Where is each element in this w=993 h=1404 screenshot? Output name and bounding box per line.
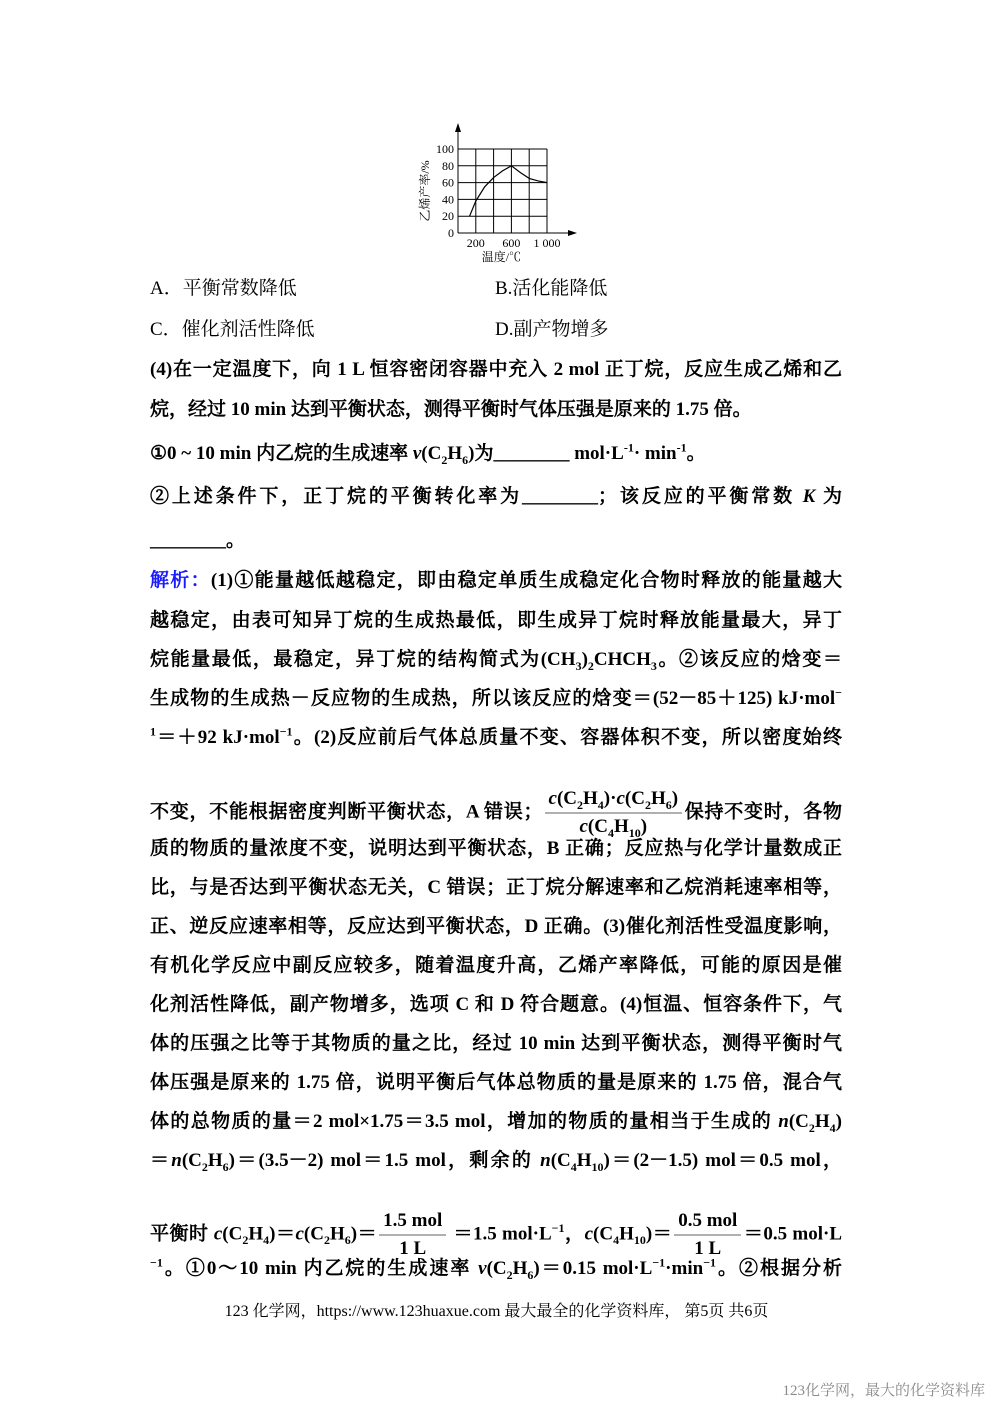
text-run: 0.5 mol bbox=[678, 1210, 738, 1231]
text-run: (C bbox=[222, 1223, 243, 1245]
subscript: 6 bbox=[344, 1233, 351, 1248]
text-run: ·min bbox=[665, 1258, 704, 1279]
y-tick-label: 0 bbox=[448, 226, 454, 240]
text-run: )＝(2－1.5) mol＝0.5 mol， bbox=[603, 1150, 842, 1171]
y-tick-label: 60 bbox=[442, 175, 454, 190]
subscript: 2 bbox=[577, 797, 583, 812]
text-run: H bbox=[512, 1258, 528, 1279]
text-run: 。②根据分析 bbox=[716, 1258, 842, 1279]
text-run: )为________ mol·L bbox=[468, 443, 624, 464]
text-run: H bbox=[576, 1150, 592, 1171]
solution-line bbox=[150, 609, 842, 633]
superscript: -1 bbox=[623, 440, 634, 455]
subscript: 2 bbox=[323, 1233, 330, 1248]
text-run: )＝ bbox=[269, 1223, 296, 1245]
text-run: H bbox=[650, 788, 666, 809]
text-run: 烷能量最低，最稳定，异丁烷的结构简式为(CH bbox=[150, 649, 576, 670]
y-tick-label: 20 bbox=[442, 209, 454, 224]
subscript: 10 bbox=[633, 1233, 646, 1248]
y-tick-label: 80 bbox=[442, 158, 454, 173]
superscript: -1 bbox=[676, 440, 687, 455]
solution-line bbox=[150, 876, 842, 900]
subscript: 3 bbox=[650, 658, 657, 673]
text-run: 。②该反应的焓变＝ bbox=[656, 649, 842, 670]
subscript: 2 bbox=[242, 1233, 249, 1248]
text-run: )＝ bbox=[645, 1223, 673, 1245]
x-tick-label: 600 bbox=[502, 236, 521, 250]
subscript: 2 bbox=[808, 1120, 815, 1135]
text-run: ＝0.5 mol·L bbox=[743, 1223, 842, 1245]
option-d: D.副产物增多 bbox=[495, 319, 609, 340]
superscript: −1 bbox=[150, 1255, 163, 1270]
solution-line bbox=[150, 1257, 842, 1281]
italic-variable: c bbox=[295, 1223, 304, 1245]
text-run: )· bbox=[603, 788, 617, 809]
text-run: (4)在一定温度下，向 1 L 恒容密闭容器中充入 2 mol 正丁烷，反应生成乙烯和乙 bbox=[150, 359, 842, 380]
text-run: 体的压强之比等于其物质的量之比，经过 10 min 达到平衡状态，测得平衡时气 bbox=[150, 1033, 842, 1054]
text-run: )＝ bbox=[350, 1223, 378, 1245]
solution-line bbox=[150, 1110, 842, 1134]
italic-variable: v bbox=[412, 443, 422, 464]
subscript: 10 bbox=[628, 825, 641, 840]
text-run: 有机化学反应中副反应较多，随着温度升高，乙烯产率降低，可能的原因是催 bbox=[150, 955, 842, 976]
text-run: ) bbox=[671, 788, 679, 809]
subscript: 4 bbox=[829, 1120, 836, 1135]
text-run: (C bbox=[788, 1111, 809, 1132]
subscript: 6 bbox=[665, 797, 672, 812]
question-line bbox=[150, 358, 842, 382]
italic-variable: v bbox=[478, 1258, 487, 1279]
text-run: H bbox=[619, 1223, 634, 1245]
text-run: 化剂活性降低，副产物增多，选项 C 和 D 符合题意。(4)恒温、恒容条件下，气 bbox=[150, 994, 842, 1015]
solution-line bbox=[150, 786, 842, 840]
x-tick-label: 1 000 bbox=[533, 236, 561, 250]
text-run: (C bbox=[556, 788, 577, 809]
solution-line bbox=[150, 915, 842, 939]
italic-variable: n bbox=[171, 1150, 182, 1171]
text-run: H bbox=[583, 788, 598, 809]
subscript: 4 bbox=[613, 1233, 620, 1248]
superscript: 1 bbox=[150, 724, 156, 739]
question-line bbox=[150, 485, 842, 509]
text-run: 正、逆反应速率相等，反应达到平衡状态，D 正确。(3)催化剂活性受温度影响， bbox=[150, 916, 842, 937]
text-run: 不变，不能根据密度判断平衡状态，A 错误； bbox=[150, 801, 543, 823]
question-line bbox=[150, 398, 842, 422]
italic-variable: n bbox=[540, 1150, 551, 1171]
text-run: (C bbox=[587, 816, 608, 837]
text-run: 平衡时 bbox=[150, 1223, 214, 1245]
superscript: − bbox=[835, 685, 842, 700]
fraction-numerator bbox=[545, 786, 683, 814]
text-run: H bbox=[447, 443, 463, 464]
text-run: ＝＋92 kJ·mol bbox=[156, 727, 280, 748]
text-run: 1 L bbox=[694, 1238, 722, 1259]
fraction bbox=[674, 1208, 741, 1262]
text-run: ①0 ~ 10 min 内乙烷的生成速率 bbox=[150, 443, 413, 464]
italic-variable: c bbox=[616, 788, 625, 809]
text-run: ， bbox=[564, 1223, 585, 1245]
fraction bbox=[379, 1208, 446, 1262]
y-axis-label: 乙烯产率/% bbox=[418, 160, 432, 222]
ethylene-yield-chart bbox=[410, 118, 590, 268]
text-run: 保持不变时，各物 bbox=[684, 801, 842, 823]
solution-line bbox=[150, 954, 842, 978]
fraction-numerator bbox=[674, 1208, 741, 1236]
italic-variable: K bbox=[802, 486, 816, 507]
text-run: ＝ bbox=[150, 1150, 172, 1171]
text-run: (C bbox=[303, 1223, 324, 1245]
italic-variable: n bbox=[778, 1111, 789, 1132]
x-tick-label: 200 bbox=[466, 236, 485, 250]
text-run: (C bbox=[550, 1150, 571, 1171]
text-run: 生成物的生成热－反应物的生成热，所以该反应的焓变＝(52－85＋125) kJ·mol bbox=[150, 688, 836, 709]
watermark: 123化学网，最大的化学资料库 bbox=[782, 1383, 985, 1399]
text-run: )＝0.15 mol·L bbox=[533, 1258, 653, 1279]
superscript: −1 bbox=[703, 1255, 717, 1270]
text-run: )＝(3.5－2) mol＝1.5 mol，剩余的 bbox=[228, 1150, 541, 1171]
subscript: 2 bbox=[644, 797, 651, 812]
subscript: 4 bbox=[263, 1233, 270, 1248]
text-run: H bbox=[814, 1111, 830, 1132]
subscript: 6 bbox=[222, 1159, 229, 1174]
text-run: ＝1.5 mol·L bbox=[448, 1223, 552, 1245]
analysis-label: 解析： bbox=[150, 570, 211, 591]
solution-line bbox=[150, 1149, 842, 1173]
superscript: −1 bbox=[652, 1255, 666, 1270]
x-axis-label: 温度/℃ bbox=[481, 250, 522, 264]
subscript: 6 bbox=[527, 1267, 534, 1282]
question-line bbox=[150, 442, 842, 466]
text-run: H bbox=[329, 1223, 345, 1245]
solution-line bbox=[150, 726, 842, 750]
solution-line bbox=[150, 993, 842, 1017]
solution-line bbox=[150, 1071, 842, 1095]
text-run: 质的物质的量浓度不变，说明达到平衡状态，B 正确；反应热与化学计量数成正 bbox=[150, 838, 842, 859]
text-run: 比，与是否达到平衡状态无关，C 错误；正丁烷分解速率和乙烷消耗速率相等， bbox=[150, 877, 842, 898]
subscript: 4 bbox=[570, 1159, 577, 1174]
y-tick-label: 100 bbox=[436, 142, 454, 156]
subscript: 3 bbox=[575, 658, 582, 673]
fraction bbox=[545, 786, 683, 840]
y-tick-label: 40 bbox=[442, 192, 454, 207]
text-run: ) bbox=[640, 816, 648, 837]
text-run: (C bbox=[624, 788, 645, 809]
text-run: (C bbox=[593, 1223, 614, 1245]
subscript: 2 bbox=[441, 452, 448, 467]
text-run: ________。 bbox=[150, 530, 246, 551]
text-run: ) bbox=[835, 1111, 842, 1132]
text-run: H bbox=[248, 1223, 264, 1245]
solution-line bbox=[150, 687, 842, 711]
text-run: 体压强是原来的 1.75 倍，说明平衡后气体总物质的量是原来的 1.75 倍，混合气 bbox=[150, 1072, 842, 1093]
text-run: ) bbox=[581, 649, 588, 670]
text-run: CHCH bbox=[593, 649, 651, 670]
superscript: −1 bbox=[551, 1221, 565, 1236]
subscript: 2 bbox=[506, 1267, 513, 1282]
italic-variable: c bbox=[548, 788, 557, 809]
subscript: 6 bbox=[462, 452, 469, 467]
text-run: (C bbox=[486, 1258, 507, 1279]
italic-variable: c bbox=[213, 1223, 223, 1245]
text-run: 烷，经过 10 min 达到平衡状态，测得平衡时气体压强是原来的 1.75 倍。 bbox=[150, 399, 752, 420]
superscript: −1 bbox=[279, 724, 293, 739]
italic-variable: c bbox=[584, 1223, 593, 1245]
option-b: B.活化能降低 bbox=[495, 278, 608, 299]
solution-line bbox=[150, 837, 842, 861]
subscript: 2 bbox=[587, 658, 594, 673]
text-run: 。①0～10 min 内乙烷的生成速率 bbox=[162, 1258, 479, 1279]
text-run: H bbox=[613, 816, 629, 837]
text-run: 1.5 mol bbox=[383, 1210, 443, 1231]
yield-curve bbox=[470, 166, 547, 216]
solution-line bbox=[150, 569, 842, 593]
text-run: 。 bbox=[686, 443, 706, 464]
solution-line bbox=[150, 1032, 842, 1056]
text-run: ②上述条件下，正丁烷的平衡转化率为________；该反应的平衡常数 bbox=[150, 486, 803, 507]
text-run: 体的总物质的量＝2 mol×1.75＝3.5 mol，增加的物质的量相当于生成的 bbox=[150, 1111, 779, 1132]
subscript: 10 bbox=[591, 1159, 604, 1174]
y-axis-arrow bbox=[455, 123, 461, 132]
text-run: 为 bbox=[815, 486, 842, 507]
text-run: · min bbox=[633, 443, 677, 464]
subscript: 4 bbox=[607, 825, 614, 840]
text-run: (C bbox=[421, 443, 442, 464]
option-a: A．平衡常数降低 bbox=[150, 278, 297, 299]
solution-line bbox=[150, 648, 842, 672]
question-line bbox=[150, 529, 842, 553]
text-run: 越稳定，由表可知异丁烷的生成热最低，即生成异丁烷时释放能量最大，异丁 bbox=[150, 610, 842, 631]
page-footer: 123 化学网，https://www.123huaxue.com 最大最全的化学资料库， 第5页 共6页 bbox=[224, 1303, 769, 1320]
fraction-numerator bbox=[379, 1208, 446, 1236]
subscript: 2 bbox=[201, 1159, 208, 1174]
text-run: 。(2)反应前后气体总质量不变、容器体积不变，所以密度始终 bbox=[292, 727, 843, 748]
subscript: 4 bbox=[597, 797, 604, 812]
x-axis-arrow bbox=[568, 230, 577, 236]
text-run: (1)①能量越低越稳定，即由稳定单质生成稳定化合物时释放的能量越大 bbox=[210, 570, 842, 591]
italic-variable: c bbox=[579, 816, 588, 837]
option-c: C．催化剂活性降低 bbox=[150, 319, 315, 340]
text-run: H bbox=[207, 1150, 223, 1171]
text-run: 1 L bbox=[399, 1238, 427, 1259]
text-run: (C bbox=[181, 1150, 202, 1171]
